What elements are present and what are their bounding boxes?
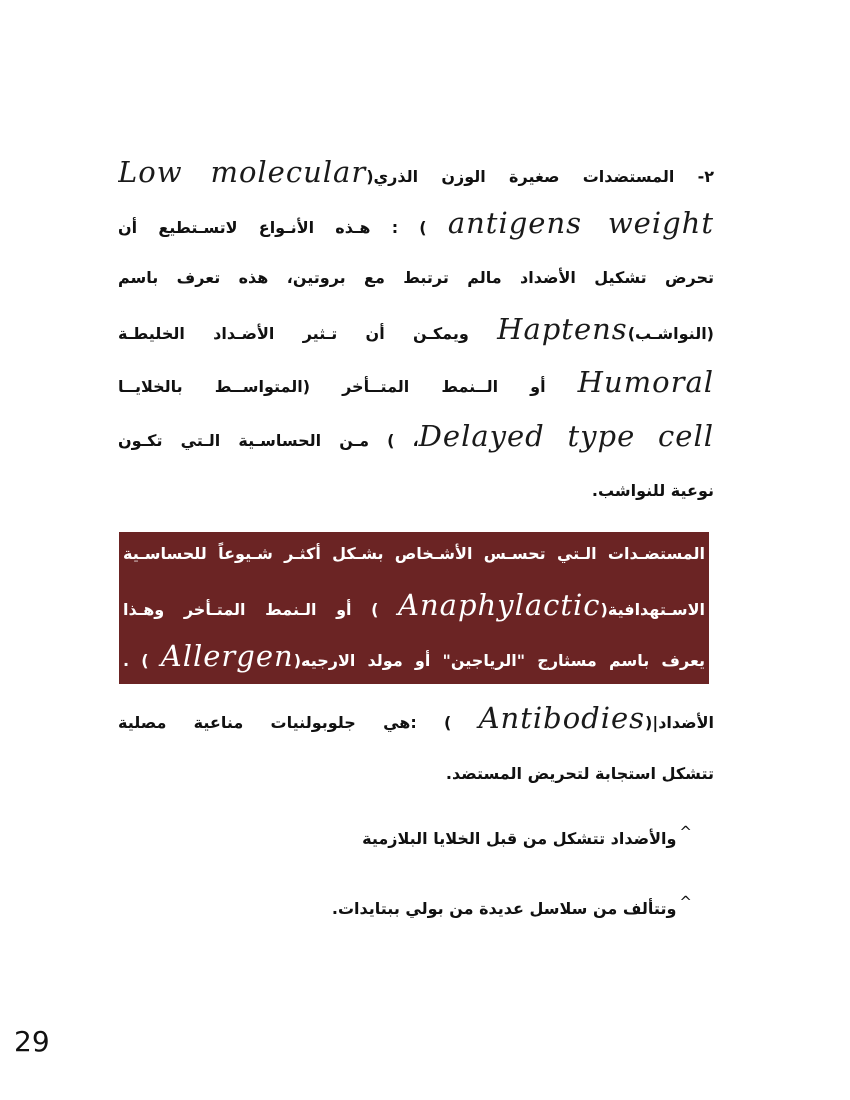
highlight-line-1: المستضـدات الـتي تحسـس الأشـخاص بشـكل أكثـر شـيوعاً للحساسـية <box>123 544 705 563</box>
highlight-box <box>119 532 709 684</box>
latin-term-humoral: Humoral <box>577 365 714 399</box>
page-number: 29 <box>14 1025 50 1058</box>
highlight-line-3 <box>123 636 705 676</box>
text-segment: ) : هـذه الأنـواع لاتسـتطيع أن <box>118 218 427 237</box>
paragraph-2-line-1 <box>118 698 714 738</box>
text-segment: ) مـن الحساسـية الـتي تكـون <box>118 431 395 450</box>
bullet-item <box>362 824 692 854</box>
text-segment: الأضداد|( <box>645 713 714 732</box>
paragraph-1-line-7: نوعية للنواشب. <box>591 481 714 500</box>
paragraph-2-line-2: تتشكل استجابة لتحريض المستضد. <box>445 764 714 783</box>
latin-term-haptens: Haptens <box>497 312 628 346</box>
paragraph-1-line-4 <box>118 309 714 349</box>
latin-term-allergen: Allergen <box>160 639 294 673</box>
text-segment: أو الــنمط المتــأخر (المتواســط بالخلايــا <box>118 377 546 396</box>
latin-term-delayed-type-cell: Delayed type cell <box>418 419 714 453</box>
caret-marker-icon: ^ <box>679 893 692 911</box>
latin-term-low-molecular: Low molecular <box>118 155 367 189</box>
text-segment: يعرف باسم مسثارج "الرياجين" أو مولد الارجيه( <box>293 651 705 670</box>
comma: ، <box>412 431 419 450</box>
latin-term-antibodies: Antibodies <box>478 701 646 735</box>
text-segment: ٢- المستضدات صغيرة الوزن الذري( <box>366 167 714 186</box>
text-segment: ) أو الـنمط المتـأخر وهـذا <box>123 600 379 619</box>
text-segment: الاسـتهدافية( <box>600 600 705 619</box>
paragraph-1-line-3: تحرض تشكيل الأضداد مالم ترتبط مع بروتين، هذه تعرف باسم <box>118 268 714 287</box>
text-segment: ويمكـن أن تـثير الأضـداد الخليطـة <box>118 324 469 343</box>
text-segment: ) . <box>123 651 149 670</box>
bullet-text: وتتألف من سلاسل عديدة من بولي ببتايدات. <box>331 899 677 918</box>
latin-term-anaphylactic: Anaphylactic <box>398 588 601 622</box>
text-segment: ) :هي جلوبولنيات مناعية مصلية <box>118 713 452 732</box>
latin-term-antigens-weight: antigens weight <box>447 206 714 240</box>
paragraph-1-line-5 <box>118 362 714 402</box>
highlight-line-2 <box>123 585 705 625</box>
bullet-item <box>332 894 692 924</box>
paragraph-1-line-6 <box>118 416 714 456</box>
bullet-text: والأضداد تتشكل من قبل الخلايا البلازمية <box>362 829 677 848</box>
text-segment: (النواشـب) <box>627 324 714 343</box>
paragraph-1-line-2 <box>118 203 714 243</box>
caret-marker-icon: ^ <box>679 823 692 841</box>
paragraph-1-line-1 <box>118 152 714 192</box>
